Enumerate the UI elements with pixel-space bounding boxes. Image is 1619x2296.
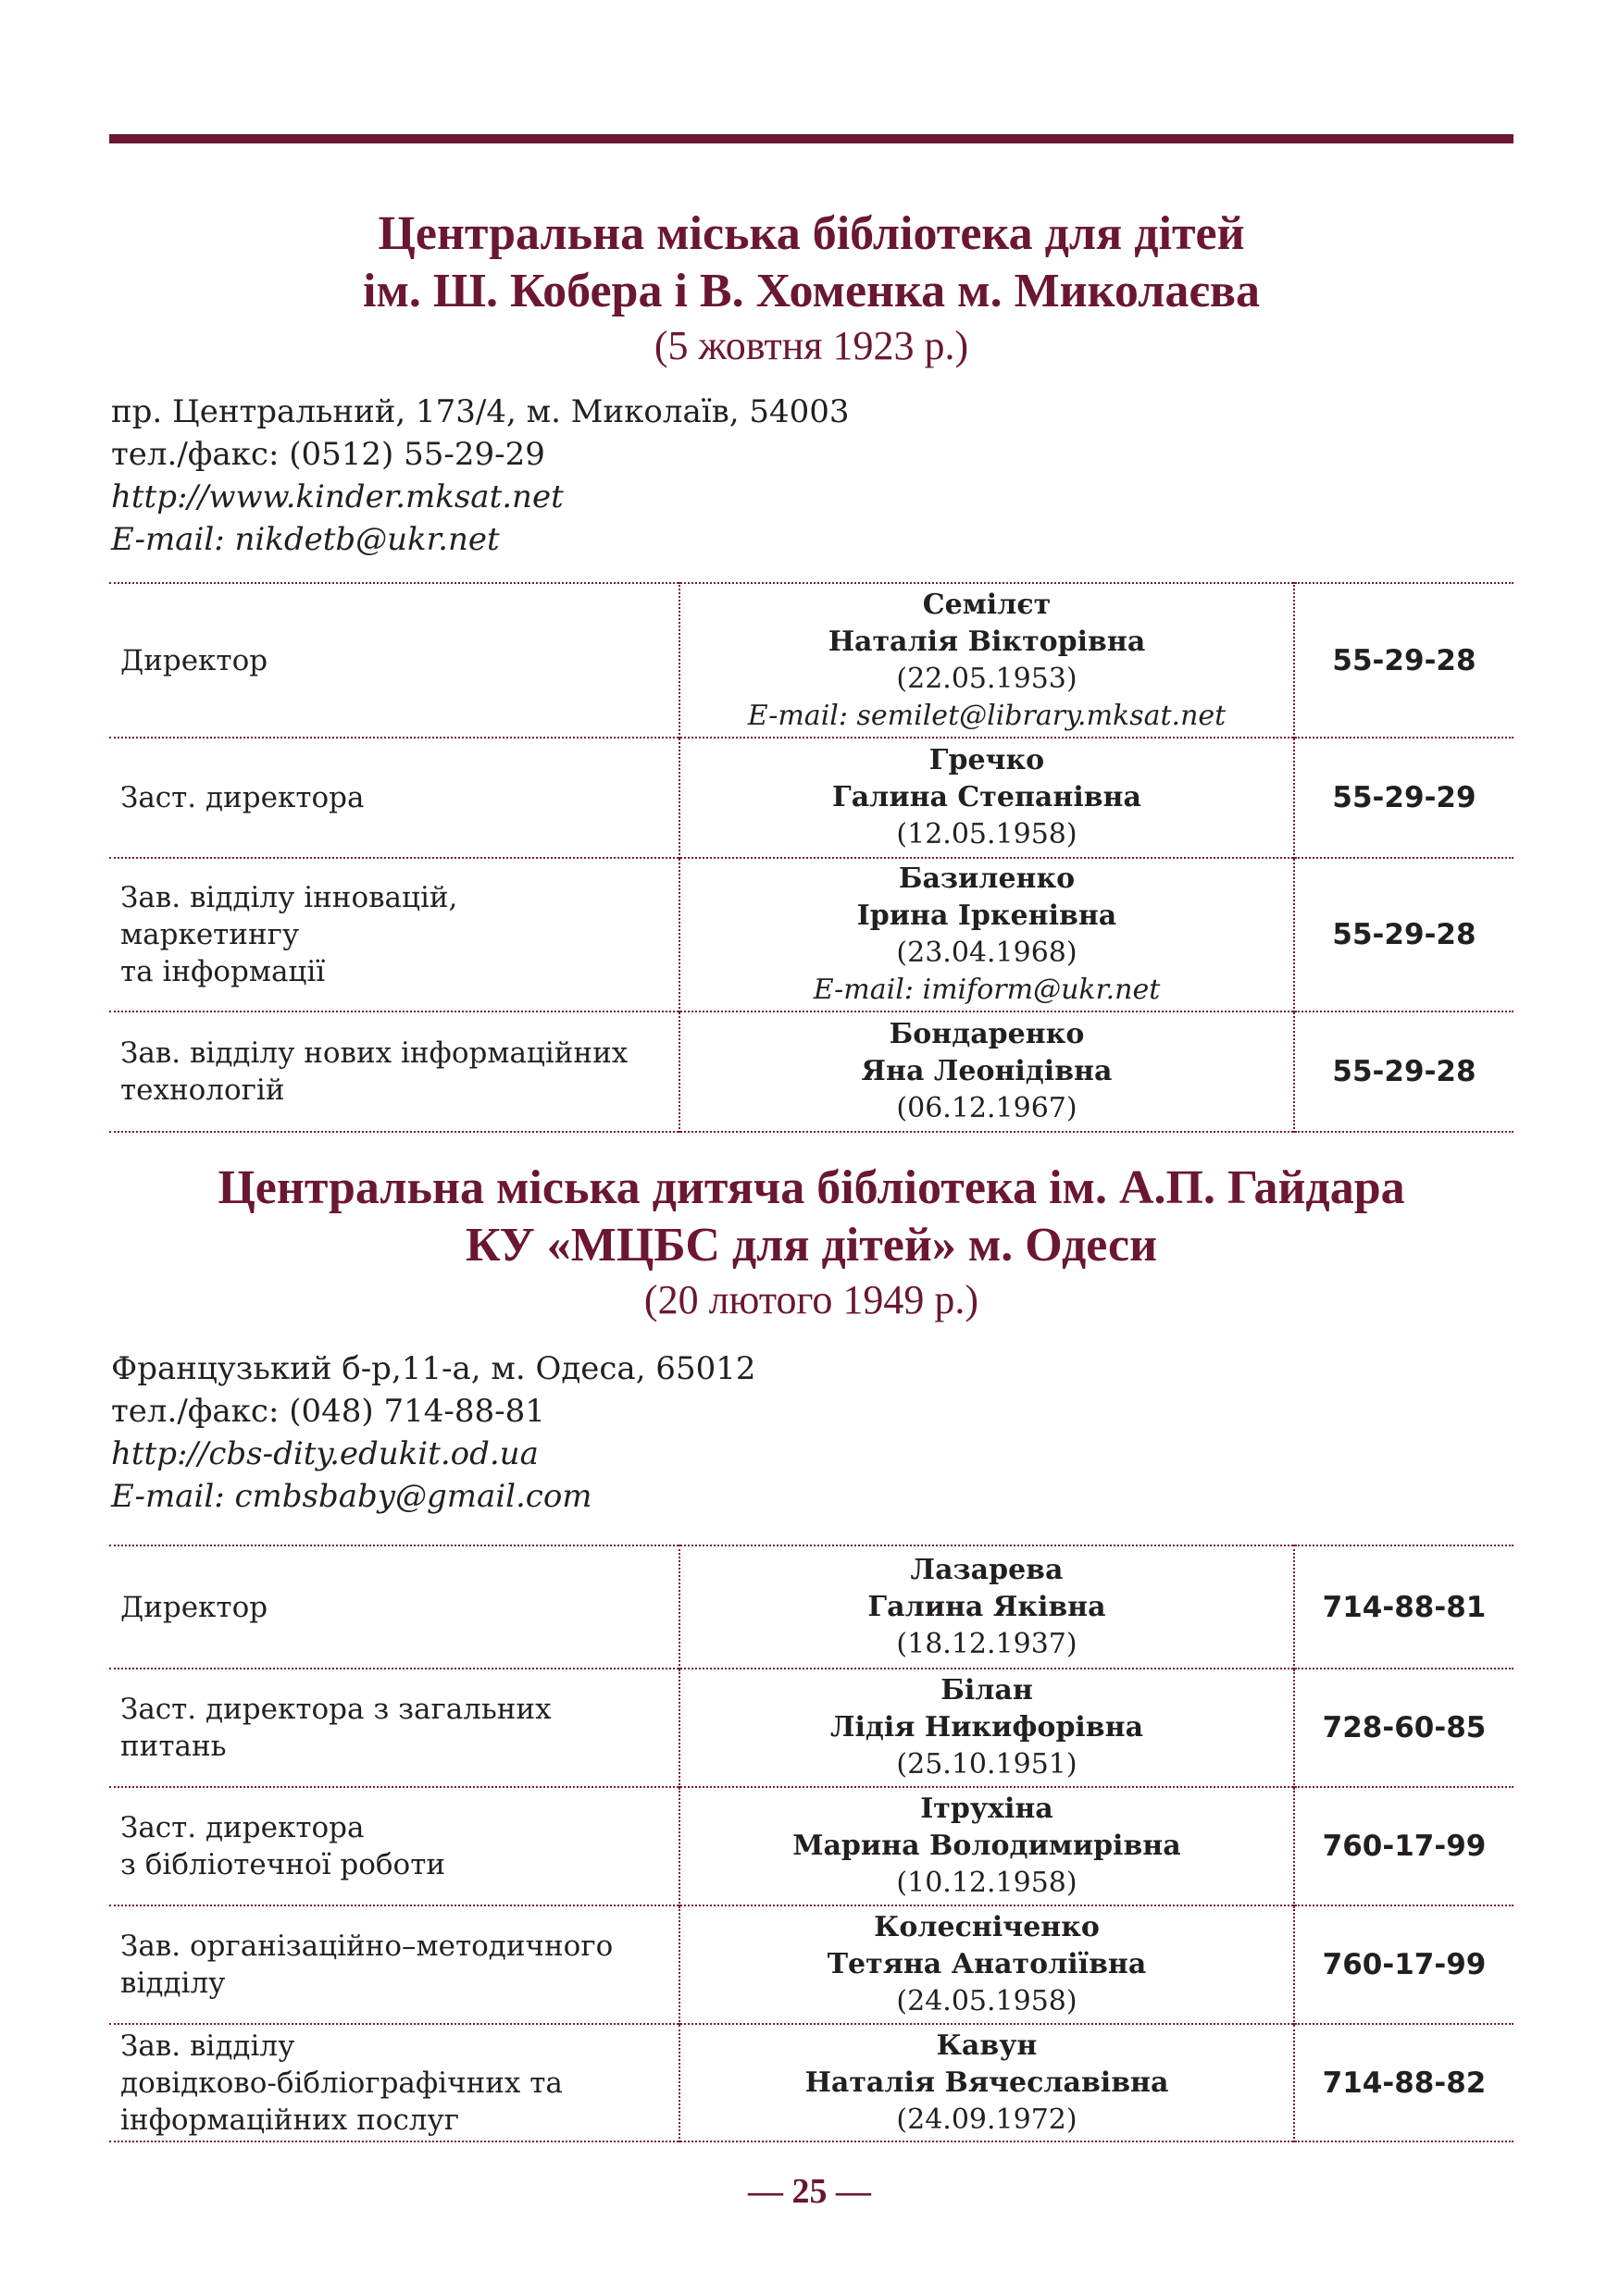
phone-cell: 55-29-28 (1294, 583, 1513, 738)
person-name: Наталія Вячеславівна (804, 2066, 1169, 2099)
person-surname: Кавун (936, 2029, 1038, 2062)
table-row (109, 1011, 1513, 1132)
position-line: питань (120, 1730, 227, 1763)
person-birth-date: (10.12.1958) (896, 1867, 1077, 1899)
section2-contacts (111, 1347, 1222, 1518)
person-birth-date: (22.05.1953) (896, 662, 1077, 695)
person-surname: Гречко (928, 744, 1045, 776)
position-cell (109, 1905, 679, 2024)
section2-staff-table (109, 1545, 1513, 2142)
section1-contacts (111, 391, 1222, 561)
position-line: Заст. директора (120, 1811, 365, 1844)
person-birth-date: (12.05.1958) (896, 818, 1077, 850)
phone-cell: 55-29-28 (1294, 1011, 1513, 1132)
person-cell (679, 2024, 1294, 2141)
person-name: Марина Володимирівна (792, 1830, 1181, 1862)
position-line: маркетингу (120, 918, 300, 951)
person-surname: Колесніченко (874, 1911, 1100, 1943)
person-cell (679, 858, 1294, 1011)
position-line: технологій (120, 1074, 285, 1107)
person-name: Галина Степанівна (832, 781, 1141, 813)
person-name: Тетяна Анатоліївна (827, 1948, 1147, 1980)
person-birth-date: (24.09.1972) (896, 2103, 1077, 2136)
phone-cell: 728-60-85 (1294, 1669, 1513, 1787)
person-birth-date: (18.12.1937) (896, 1627, 1077, 1660)
section1-address: пр. Центральний, 173/4, м. Миколаїв, 54003 (111, 393, 850, 430)
person-cell (679, 1905, 1294, 2024)
phone-cell: 55-29-29 (1294, 738, 1513, 858)
position-cell (109, 1011, 679, 1132)
person-name: Лідія Никифорівна (829, 1711, 1144, 1744)
table-row (109, 1545, 1513, 1669)
section1-phone: тел./факс: (0512) 55-29-29 (111, 436, 545, 473)
position-line: та інформації (120, 955, 326, 988)
person-birth-date: (23.04.1968) (896, 937, 1077, 969)
section2-address: Французький б-р,11-а, м. Одеса, 65012 (111, 1350, 756, 1387)
person-cell (679, 583, 1294, 738)
table-row (109, 858, 1513, 1011)
person-email[interactable]: E-mail: imiform@ukr.net (813, 974, 1161, 1006)
phone-cell: 714-88-82 (1294, 2024, 1513, 2141)
position-cell (109, 1787, 679, 1905)
position-line: Зав. організаційно–методичного (120, 1930, 614, 1963)
person-cell (679, 1545, 1294, 1669)
phone-cell: 55-29-28 (1294, 858, 1513, 1011)
position-cell (109, 583, 679, 738)
position-cell (109, 2024, 679, 2141)
section2-email[interactable]: E-mail: cmbsbaby@gmail.com (111, 1478, 592, 1515)
person-surname: Базиленко (898, 863, 1076, 895)
section1-heading (109, 205, 1513, 372)
person-surname: Бондаренко (889, 1018, 1085, 1050)
section2-phone: тел./факс: (048) 714-88-81 (111, 1393, 545, 1430)
person-name: Наталія Вікторівна (828, 625, 1146, 658)
person-email[interactable]: E-mail: semilet@library.mksat.net (747, 699, 1227, 732)
position-line: Заст. директора (120, 781, 365, 814)
section2-title-line2: КУ «МЦБС для дітей» м. Одеси (465, 1219, 1158, 1272)
person-name: Яна Леонідівна (861, 1055, 1113, 1087)
position-cell (109, 738, 679, 858)
person-cell (679, 1011, 1294, 1132)
section1-website[interactable]: http://www.kinder.mksat.net (111, 478, 564, 515)
position-line: Заст. директора з загальних (120, 1693, 552, 1726)
position-line: Зав. відділу інновацій, (120, 881, 458, 914)
table-row (109, 1787, 1513, 1905)
section1-email[interactable]: E-mail: nikdetb@ukr.net (111, 521, 500, 558)
person-name: Галина Яківна (867, 1590, 1106, 1623)
phone-cell: 714-88-81 (1294, 1545, 1513, 1669)
section2-date: (20 лютого 1949 р.) (643, 1277, 979, 1322)
phone-cell: 760-17-99 (1294, 1905, 1513, 2024)
person-surname: Семілєт (922, 588, 1052, 621)
table-row (109, 583, 1513, 738)
position-line: довідково-бібліографічних та (120, 2066, 563, 2100)
table-row (109, 1905, 1513, 2024)
person-surname: Лазарева (910, 1553, 1064, 1586)
person-birth-date: (25.10.1951) (896, 1748, 1077, 1781)
position-line: Директор (120, 1590, 268, 1624)
person-cell (679, 738, 1294, 858)
section2-title-line1: Центральна міська дитяча бібліотека ім. А.П. Гайдара (218, 1161, 1405, 1214)
position-cell (109, 858, 679, 1011)
person-cell (679, 1669, 1294, 1787)
position-line: Зав. відділу нових інформаційних (120, 1036, 629, 1070)
person-surname: Білан (940, 1674, 1033, 1706)
position-cell (109, 1545, 679, 1669)
phone-cell: 760-17-99 (1294, 1787, 1513, 1905)
person-cell (679, 1787, 1294, 1905)
section1-date: (5 жовтня 1923 р.) (654, 323, 969, 368)
table-row (109, 1669, 1513, 1787)
person-name: Ірина Іркенівна (856, 900, 1117, 932)
position-line: інформаційних послуг (120, 2103, 459, 2137)
person-birth-date: (06.12.1967) (896, 1092, 1077, 1124)
position-line: Директор (120, 643, 268, 677)
top-rule (109, 134, 1513, 143)
position-line: з бібліотечної роботи (120, 1848, 446, 1881)
table-row (109, 2024, 1513, 2141)
table-row (109, 738, 1513, 858)
position-line: Зав. відділу (120, 2029, 295, 2063)
position-cell (109, 1669, 679, 1787)
person-birth-date: (24.05.1958) (896, 1985, 1077, 2017)
section2-heading (109, 1160, 1513, 1326)
section2-website[interactable]: http://cbs-dity.edukit.od.ua (111, 1435, 539, 1472)
position-line: відділу (120, 1967, 226, 2000)
section1-staff-table (109, 582, 1513, 1133)
page-number: — 25 — (748, 2172, 871, 2211)
section1-title-line2: ім. Ш. Кобера і В. Хоменка м. Миколаєва (363, 265, 1260, 317)
person-surname: Ітрухіна (920, 1793, 1053, 1825)
section1-title-line1: Центральна міська бібліотека для дітей (378, 207, 1245, 260)
